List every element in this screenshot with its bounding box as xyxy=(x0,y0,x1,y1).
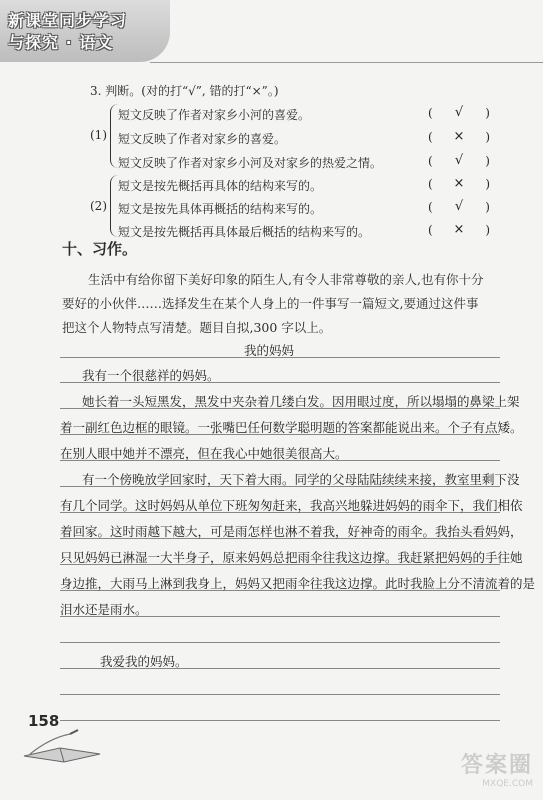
prompt-line-3: 把这个人物特点写清楚。题目自拟,300 字以上。 xyxy=(62,320,332,335)
essay-line: 她长着一头短黑发，黑发中夹杂着几缕白发。因用眼过度，所以塌塌的鼻梁上架 xyxy=(82,394,520,409)
header-rule xyxy=(150,62,543,63)
ruled-line xyxy=(60,720,500,721)
answer-mark: √ xyxy=(454,105,464,120)
group1-item-1: 短文反映了作者对家乡小河的喜爱。 xyxy=(118,108,311,122)
group2-number: (2) xyxy=(90,199,107,213)
essay-line: 我有一个很慈祥的妈妈。 xyxy=(82,368,220,383)
page-number: 158 xyxy=(28,712,60,730)
answer-mark: × xyxy=(453,129,465,144)
group2-item-1: 短文是按先概括再具体的结构来写的。 xyxy=(118,179,323,193)
essay-line: 只见妈妈已淋湿一大半身子，原来妈妈总把雨伞往我这边撑。我赶紧把妈妈的手往她 xyxy=(60,550,523,565)
group1-answer-2: ( × ) xyxy=(428,129,490,144)
group1-number: (1) xyxy=(90,128,107,142)
essay-line: 身边推，大雨马上淋到我身上，妈妈又把雨伞往我这边撑。此时我脸上分不清流着的是 xyxy=(60,576,536,591)
watermark xyxy=(461,748,533,789)
answer-mark: × xyxy=(453,176,465,191)
answer-mark: √ xyxy=(454,199,464,214)
prompt-line-1: 生活中有给你留下美好印象的陌生人,有令人非常尊敬的亲人,也有你十分 xyxy=(88,272,484,287)
book-pen-icon xyxy=(20,728,110,764)
essay-line: 在别人眼中她并不漂亮，但在我心中她很美很高大。 xyxy=(60,446,348,461)
essay-line: 着一副红色边框的眼镜。一张嘴巴任何数学聪明题的答案都能说出来。个子有点矮。 xyxy=(60,420,523,435)
answer-mark: × xyxy=(453,222,465,237)
essay-title: 我的妈妈 xyxy=(244,343,295,358)
prompt-line-2: 要好的小伙伴……选择发生在某个人身上的一件事写一篇短文,要通过这件事 xyxy=(62,296,479,311)
group2-item-3: 短文是按先概括再具体最后概括的结构来写的。 xyxy=(118,225,371,239)
group1-item-3: 短文反映了作者对家乡小河及对家乡的热爱之情。 xyxy=(118,156,383,170)
group2-answer-3: ( × ) xyxy=(428,222,490,237)
judge-heading: 3. 判断。(对的打“√”, 错的打“×”。) xyxy=(90,84,279,98)
group2-answer-1: ( × ) xyxy=(428,176,490,191)
group1-answer-3: ( √ ) xyxy=(428,153,490,168)
group2-item-2: 短文是按先具体再概括的结构来写的。 xyxy=(118,202,323,216)
ruled-line xyxy=(60,694,500,695)
header-title-line1: 新课堂同步学习 xyxy=(8,11,128,30)
watermark-url: MXQE.COM xyxy=(482,779,533,789)
page-header xyxy=(0,0,543,72)
essay-line: 我爱我的妈妈。 xyxy=(100,654,188,669)
essay-line: 有几个同学。这时妈妈从单位下班匆匆赶来，我高兴地躲进妈妈的雨伞下，我们相依 xyxy=(60,498,523,513)
essay-line: 着回家。这时雨越下越大，可是雨怎样也淋不着我，好神奇的雨伞。我抬头看妈妈， xyxy=(60,524,523,539)
group2-answer-2: ( √ ) xyxy=(428,199,490,214)
answer-mark: √ xyxy=(454,153,464,168)
header-title-line2: 与探究 · 语文 xyxy=(8,33,114,52)
essay-line: 泪水还是雨水。 xyxy=(60,602,148,617)
ruled-line xyxy=(60,642,500,643)
group1-item-2: 短文反映了作者对家乡的喜爱。 xyxy=(118,132,287,146)
essay-line: 有一个傍晚放学回家时，天下着大雨。同学的父母陆陆续续来接，教室里剩下没 xyxy=(82,472,520,487)
watermark-text: 答案圈 xyxy=(460,753,533,778)
group1-answer-1: ( √ ) xyxy=(428,105,490,120)
section-title: 十、习作。 xyxy=(62,240,138,258)
